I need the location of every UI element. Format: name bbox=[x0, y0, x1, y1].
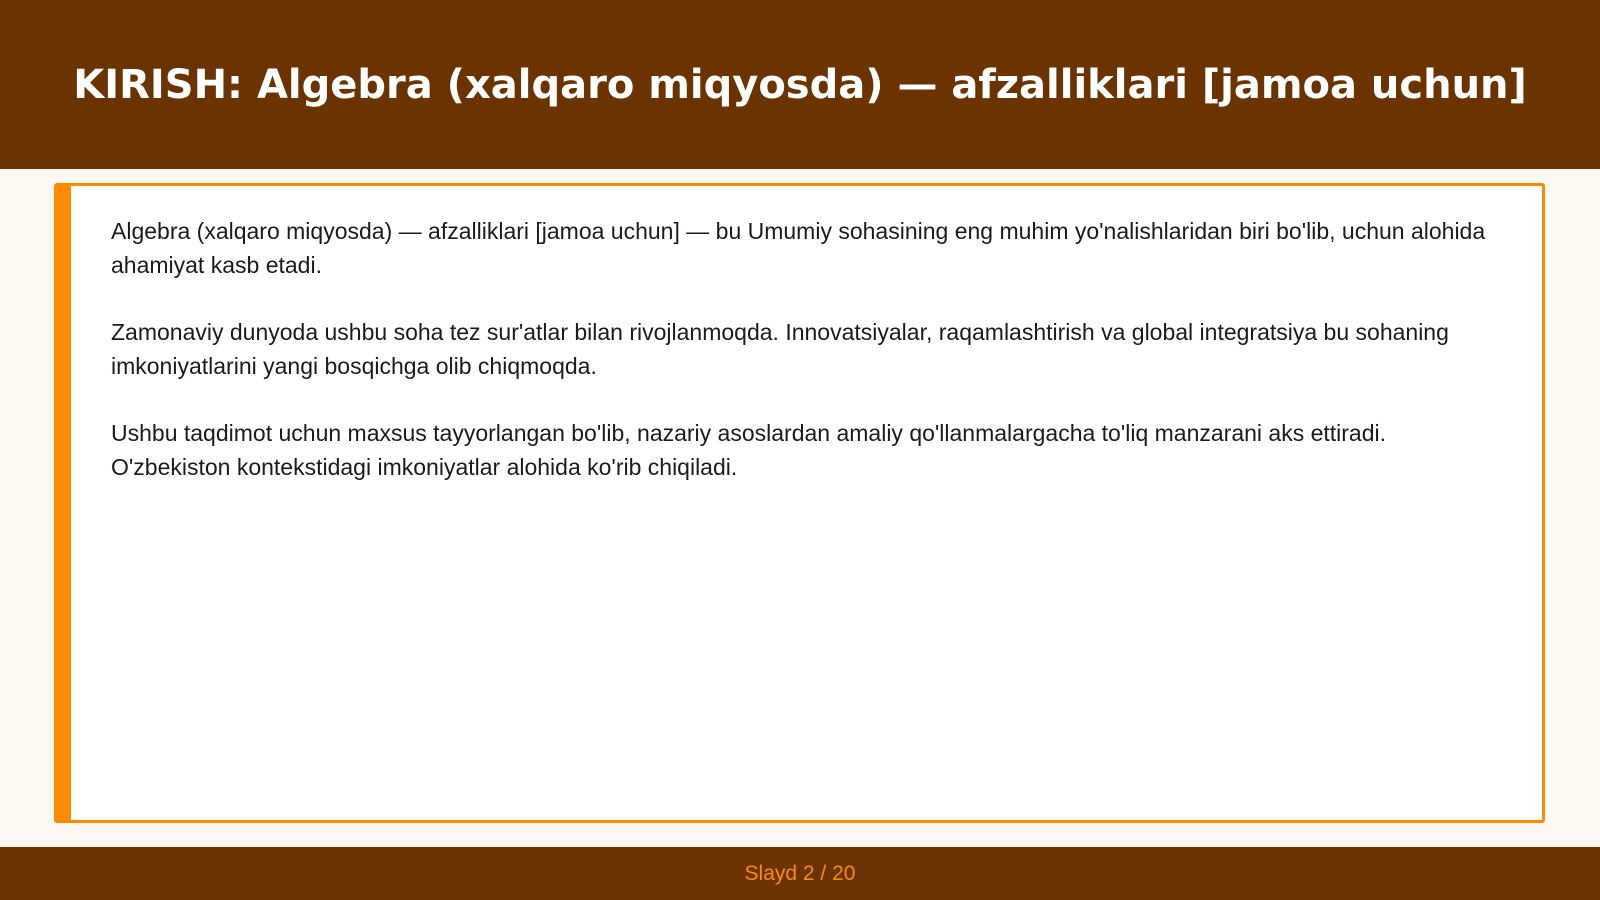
content-text bbox=[111, 214, 1502, 517]
slide-footer bbox=[0, 847, 1600, 900]
paragraph-modern-world: Zamonaviy dunyoda ushbu soha tez sur'atlar bilan rivojlanmoqda. Innovatsiyalar, raqamlashtirish va global integratsiya bu sohaning imkoniyatlarini yangi bosqichga olib chiqmoqda. bbox=[111, 319, 1449, 379]
slide-header bbox=[0, 0, 1600, 169]
slide-title: KIRISH: Algebra (xalqaro miqyosda) — afzalliklari [jamoa uchun] bbox=[73, 61, 1527, 108]
slide-number: Slayd 2 / 20 bbox=[744, 861, 856, 885]
paragraph-intro: Algebra (xalqaro miqyosda) — afzalliklari [jamoa uchun] — bu Umumiy sohasining eng muhim yo'nalishlaridan biri bo'lib, uchun alohida ahamiyat kasb etadi. bbox=[111, 218, 1486, 278]
content-box bbox=[54, 183, 1545, 823]
paragraph-presentation: Ushbu taqdimot uchun maxsus tayyorlangan bo'lib, nazariy asoslardan amaliy qo'llanmalargacha to'liq manzarani aks ettiradi. O'zbekiston kontekstidagi imkoniyatlar alohida ko'rib chiqiladi. bbox=[111, 420, 1387, 480]
